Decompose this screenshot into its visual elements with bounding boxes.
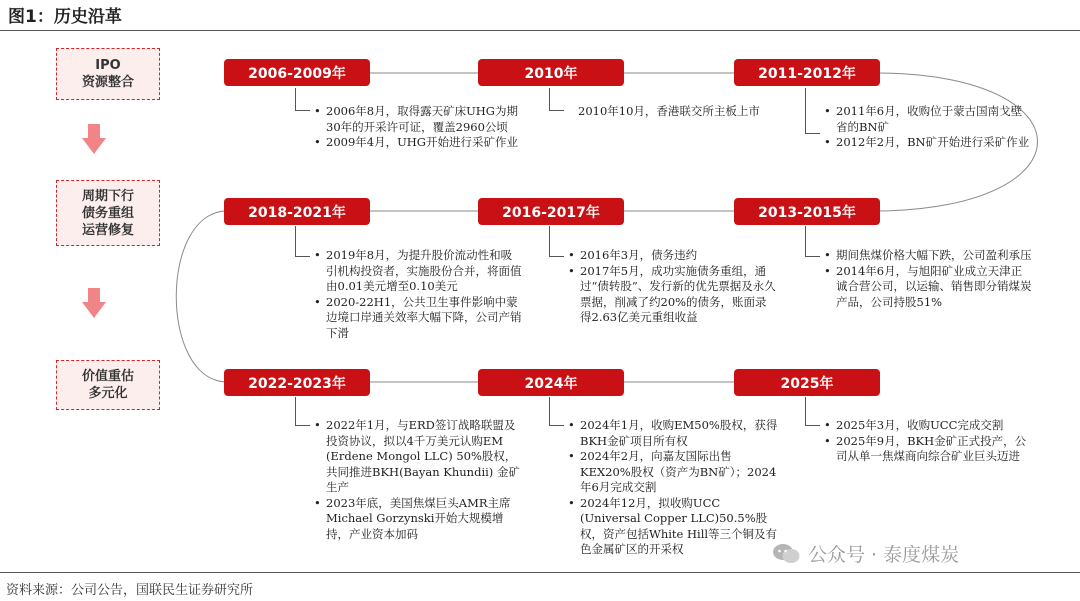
event-item: • 2020-22H1，公共卫生事件影响中蒙边境口岸通关效率大幅下降，公司产销下滑	[312, 295, 522, 342]
watermark-text: 公众号 · 泰度煤炭	[808, 544, 960, 566]
bracket	[549, 397, 564, 426]
down-arrow-icon	[82, 124, 106, 156]
year-tag: 2006-2009年	[224, 59, 370, 86]
event-item: • 2024年1月，收购EM50%股权，获得BKH金矿项目所有权	[566, 418, 778, 449]
event-item: • 2009年4月，UHG开始进行采矿作业	[312, 135, 522, 151]
bracket	[295, 397, 310, 426]
event-item: • 2006年8月，取得露天矿床UHG为期30年的开采许可证，覆盖2960公顷	[312, 104, 522, 135]
figure-title: 图1：历史沿革	[8, 7, 122, 27]
event-item: • 2011年6月，收购位于蒙古国南戈壁省的BN矿	[822, 104, 1032, 135]
bracket	[295, 88, 310, 111]
stage-label: 周期下行 债务重组 运营修复	[81, 188, 134, 238]
event-list	[822, 418, 1032, 465]
stage-label: 价值重估 多元化	[81, 369, 134, 401]
event-item: • 2023年底，美国焦煤巨头AMR主席Michael Gorzynski开始大规模增持，产业资本加码	[312, 496, 522, 543]
event-item: • 2012年2月，BN矿开始进行采矿作业	[822, 135, 1032, 151]
year-tag: 2018-2021年	[224, 198, 370, 225]
event-list	[566, 418, 778, 558]
event-item: • 2022年1月，与ERD签订战略联盟及投资协议，拟以4千万美元认购EM (Erdene Mongol LLC) 50%股权，共同推进BKH(Bayan Khundii) 金矿生产	[312, 418, 522, 496]
event-item: • 2024年12月，拟收购UCC (Universal Copper LLC)50.5%股权，资产包括White Hill等三个铜及有色金属矿区的开采权	[566, 496, 778, 558]
event-item: • 2016年3月，债务违约	[566, 248, 778, 264]
bracket	[295, 226, 310, 257]
connector-curve-left	[176, 211, 225, 382]
watermark	[772, 540, 959, 567]
year-tag: 2024年	[478, 369, 624, 396]
event-list	[312, 104, 522, 151]
year-tag: 2010年	[478, 59, 624, 86]
event-item: • 2024年2月，向嘉友国际出售KEX20%股权（资产为BN矿）；2024年6月完成交割	[566, 449, 778, 496]
event-item: • 2019年8月，为提升股价流动性和吸引机构投资者，实施股份合并，将面值由0.01美元增至0.10美元	[312, 248, 522, 295]
event-item: • 2025年9月，BKH金矿正式投产，公司从单一焦煤商向综合矿业巨头迈进	[822, 434, 1032, 465]
event-list	[312, 248, 522, 341]
bracket	[805, 88, 820, 134]
year-tag: 2011-2012年	[734, 59, 880, 86]
event-item: 2010年10月，香港联交所主板上市	[578, 104, 760, 118]
event-item: • 2014年6月，与旭阳矿业成立天津正诚合营公司，以运输、销售即分销煤炭产品，公司持股51%	[822, 264, 1032, 311]
year-tag: 2025年	[734, 369, 880, 396]
year-tag: 2013-2015年	[734, 198, 880, 225]
year-tag: 2022-2023年	[224, 369, 370, 396]
event-list	[312, 418, 522, 542]
bottom-rule	[0, 572, 1080, 573]
down-arrow-icon	[82, 288, 106, 320]
chat-bubble-icon	[772, 543, 800, 565]
event-list	[822, 104, 1032, 151]
stage-box-ipo	[56, 48, 160, 100]
source-note: 资料来源：公司公告，国联民生证券研究所	[6, 583, 254, 598]
event-item: • 2025年3月，收购UCC完成交割	[822, 418, 1032, 434]
year-tag: 2016-2017年	[478, 198, 624, 225]
event-item: • 期间焦煤价格大幅下跌，公司盈利承压	[822, 248, 1032, 264]
event-item: • 2017年5月，成功实施债务重组，通过“债转股”、发行新的优先票据及永久票据，削减了约20%的债务，账面录得2.63亿美元重组收益	[566, 264, 778, 326]
stage-box-revaluation	[56, 360, 160, 410]
event-list	[578, 104, 798, 120]
bracket	[549, 226, 564, 257]
bracket	[805, 226, 820, 257]
stage-box-restructure	[56, 180, 160, 246]
bracket	[549, 88, 564, 111]
stage-label: IPO 资源整合	[81, 58, 134, 90]
bracket	[805, 397, 820, 426]
event-list	[566, 248, 778, 326]
event-list	[822, 248, 1032, 310]
